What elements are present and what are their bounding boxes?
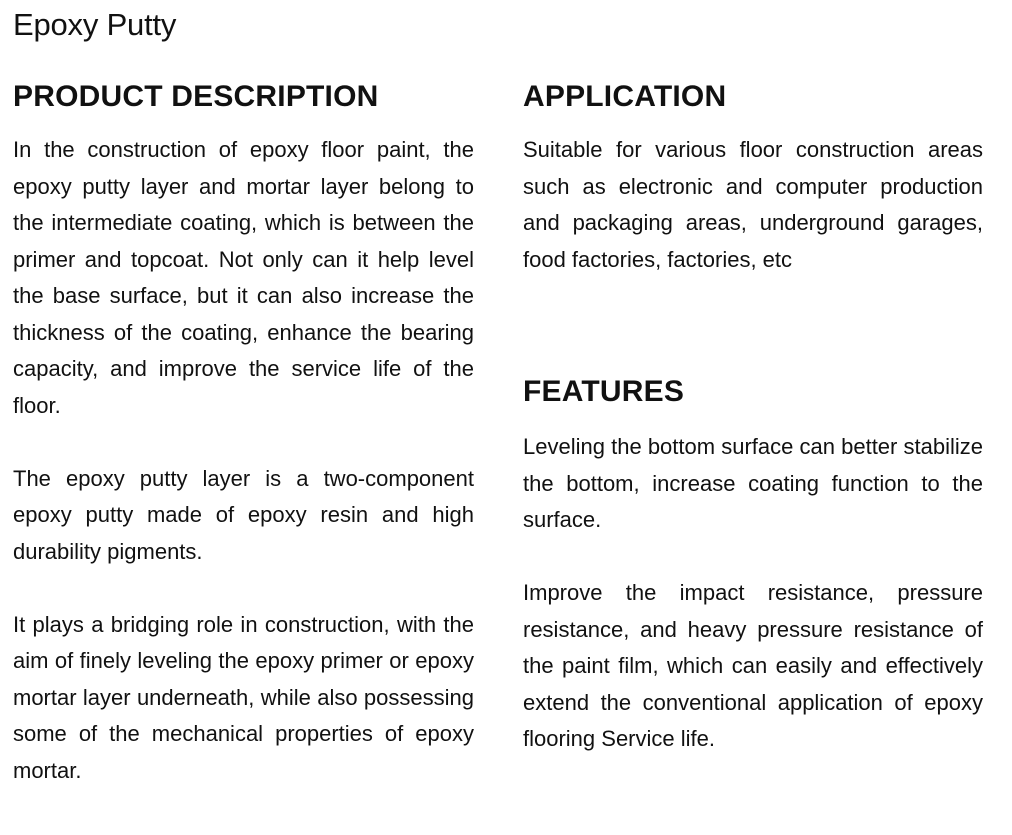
application-paragraph: Suitable for various floor construction areas such as electronic and computer production and packaging areas, underground garages, food factories, factories, etc bbox=[523, 137, 983, 272]
product-description-paragraph-2: The epoxy putty layer is a two-component epoxy putty made of epoxy resin and high durability pigments. bbox=[13, 465, 474, 564]
product-description-paragraph-3: It plays a bridging role in construction, with the aim of finely leveling the epoxy primer or epoxy mortar layer underneath, while also possessing some of the mechanical properties of epoxy mortar. bbox=[13, 611, 474, 783]
product-description-section bbox=[13, 78, 474, 789]
application-features-section bbox=[523, 78, 983, 758]
features-paragraph-1: Leveling the bottom surface can better stabilize the bottom, increase coating function to the surface. bbox=[523, 434, 983, 532]
product-description-paragraph-1: In the construction of epoxy floor paint, the epoxy putty layer and mortar layer belong to the intermediate coating, which is between the primer and topcoat. Not only can it help level the base surface, but it can also increase the thickness of the coating, enhance the bearing capacity, and improve the service life of the floor. bbox=[13, 137, 474, 418]
features-heading: FEATURES bbox=[523, 375, 685, 408]
page-title: Epoxy Putty bbox=[13, 7, 177, 42]
product-description-heading: PRODUCT DESCRIPTION bbox=[13, 80, 379, 113]
features-paragraph-2: Improve the impact resistance, pressure resistance, and heavy pressure resistance of the paint film, which can easily and effectively extend the conventional application of epoxy flooring Service life. bbox=[523, 580, 983, 751]
application-heading: APPLICATION bbox=[523, 80, 727, 113]
